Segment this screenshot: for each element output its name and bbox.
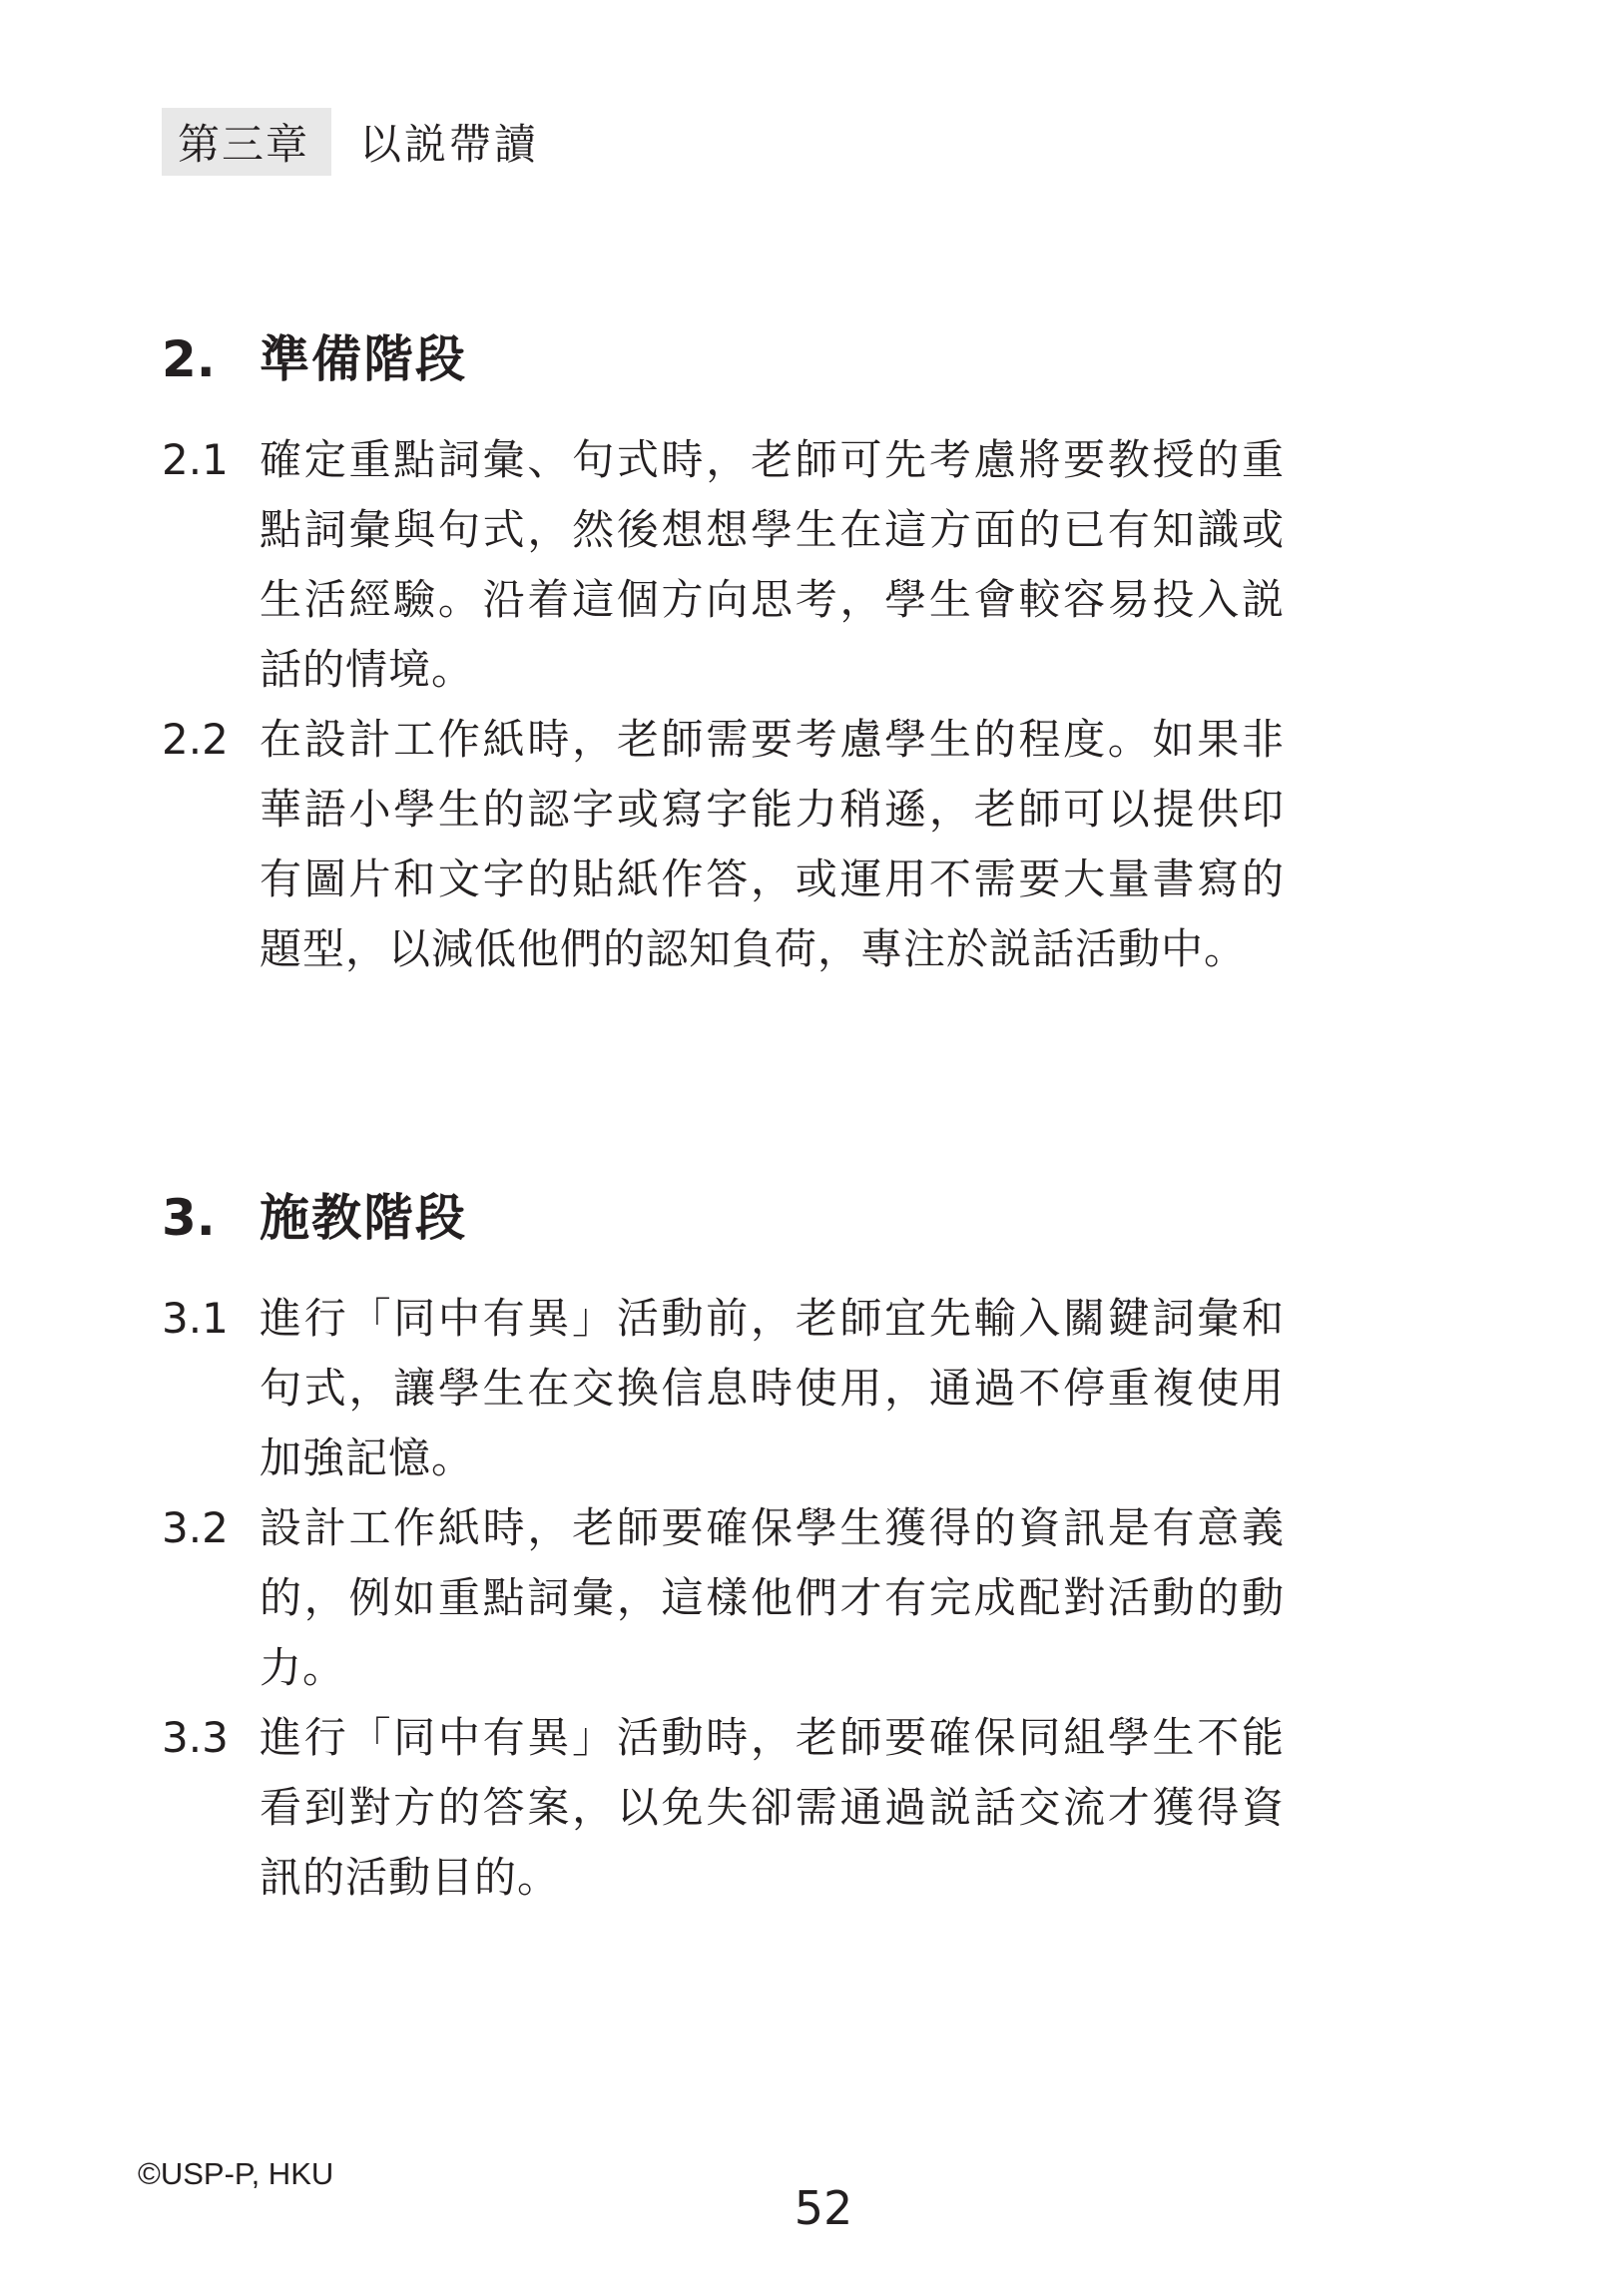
item-text: 確定重點詞彙、句式時，老師可先考慮將要教授的重點詞彙與句式，然後想想學生在這方面的已有知識或生活經驗。沿着這個方向思考，學生會較容易投入説話的情境。	[260, 435, 1285, 694]
item-number: 3.3	[162, 1713, 229, 1762]
chapter-tag: 第三章	[162, 108, 331, 176]
item-text: 設計工作紙時，老師要確保學生獲得的資訊是有意義的，例如重點詞彙，這樣他們才有完成配對活動的動力。	[260, 1503, 1285, 1692]
section-title: 準備階段	[260, 330, 467, 388]
item-text: 在設計工作紙時，老師需要考慮學生的程度。如果非華語小學生的認字或寫字能力稍遜，老師可以提供印有圖片和文字的貼紙作答，或運用不需要大量書寫的題型，以減低他們的認知負荷，專注於説話活動中。	[260, 715, 1285, 973]
item-number: 2.2	[162, 715, 229, 764]
list-item	[162, 425, 1285, 705]
section-number: 3.	[162, 1189, 216, 1247]
section-heading	[162, 319, 467, 391]
section-heading	[162, 1178, 467, 1250]
chapter-header	[162, 108, 539, 176]
section-title: 施教階段	[260, 1189, 467, 1247]
item-number: 2.1	[162, 435, 229, 484]
list-item	[162, 705, 1285, 984]
list-item	[162, 1703, 1285, 1913]
list-item	[162, 1284, 1285, 1493]
section-number: 2.	[162, 330, 216, 388]
item-text: 進行「同中有異」活動前，老師宜先輸入關鍵詞彙和句式，讓學生在交換信息時使用，通過不停重複使用加強記憶。	[260, 1294, 1285, 1482]
list-item	[162, 1493, 1285, 1703]
page-number: 52	[794, 2181, 853, 2235]
chapter-title: 以説帶讀	[359, 120, 540, 169]
item-number: 3.2	[162, 1503, 229, 1552]
item-text: 進行「同中有異」活動時，老師要確保同組學生不能看到對方的答案，以免失卻需通過説話交流才獲得資訊的活動目的。	[260, 1713, 1285, 1902]
item-number: 3.1	[162, 1294, 229, 1343]
footer-copyright: ©USP-P, HKU	[138, 2156, 334, 2191]
